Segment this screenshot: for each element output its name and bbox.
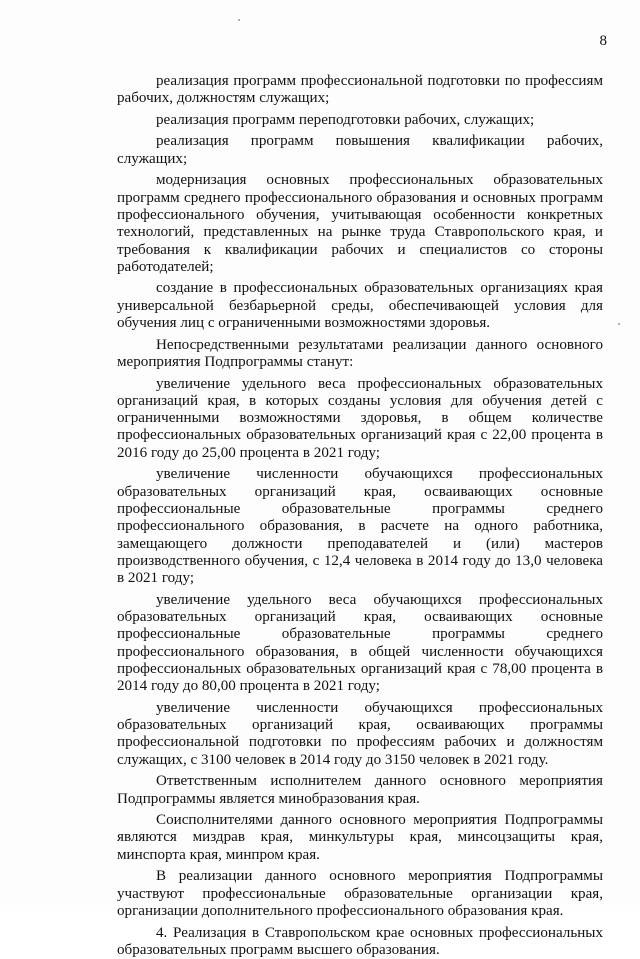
paragraph: Соисполнителями данного основного мероприятия Подпрограммы являются миздрав края, минкультуры края, минсоцзащиты края, минспорта края, минпром края. (117, 812, 603, 863)
paragraph: увеличение численности обучающихся профессиональных образовательных организаций края, осваивающих основные профессиональные образовательные программы среднего профессионального образования, в расчете на одного работника, замещающего должности преподавателей и (или) мастеров производственного обучения, с 12,4 человека в 2014 году до 13,0 человека в 2021 году; (117, 466, 603, 587)
paragraph: реализация программ переподготовки рабочих, служащих; (156, 111, 535, 128)
paragraph: Непосредственными результатами реализации данного основного мероприятия Подпрограммы станут: (117, 336, 603, 370)
scan-speck (238, 19, 240, 21)
document-body (117, 73, 603, 959)
paragraph: увеличение численности обучающихся профессиональных образовательных организаций края, осваивающих программы профессиональной подготовки по профессиям рабочих и должностям служащих, с 3100 человек в 2014 году до 3150 человек в 2021 году. (117, 699, 603, 768)
paragraph: модернизация основных профессиональных образовательных программ среднего профессионального образования и основных программ профессионального обучения, учитывающая особенности конкретных технологий, представленных на рынке труда Ставропольского края, и требования к квалификации рабочих и специалистов со стороны работодателей; (117, 172, 603, 275)
paragraph: В реализации данного основного мероприятия Подпрограммы участвуют профессиональные образовательные организации края, организации дополнительного профессионального образования края. (117, 868, 603, 919)
paragraph: Ответственным исполнителем данного основного мероприятия Подпрограммы является минобразования края. (117, 773, 603, 807)
paragraph: реализация программ профессиональной подготовки по профессиям рабочих, должностям служащих; (117, 73, 603, 107)
paragraph: создание в профессиональных образовательных организациях края универсальной безбарьерной среды, обеспечивающей условия для обучения лиц с ограниченными возможностями здоровья. (117, 280, 603, 332)
paragraph: 4. Реализация в Ставропольском крае основных профессиональных образовательных программ высшего образования. (117, 924, 603, 958)
scan-speck (618, 323, 620, 325)
paragraph: реализация программ повышения квалификации рабочих, служащих; (117, 133, 603, 167)
paragraph: увеличение удельного веса профессиональных образовательных организаций края, в которых созданы условия для обучения детей с ограниченными возможностями здоровья, в общем количестве профессиональных образовательных организаций края с 22,00 процента в 2016 году до 25,00 процента в 2021 году; (117, 375, 603, 461)
paragraph: увеличение удельного веса обучающихся профессиональных образовательных организаций края, осваивающих основные профессиональные образовательные программы среднего профессионального образования, в общей численности обучающихся профессиональных образовательных организаций края с 78,00 процента в 2014 году до 80,00 процента в 2021 году; (117, 591, 603, 695)
page-number: 8 (599, 33, 607, 49)
